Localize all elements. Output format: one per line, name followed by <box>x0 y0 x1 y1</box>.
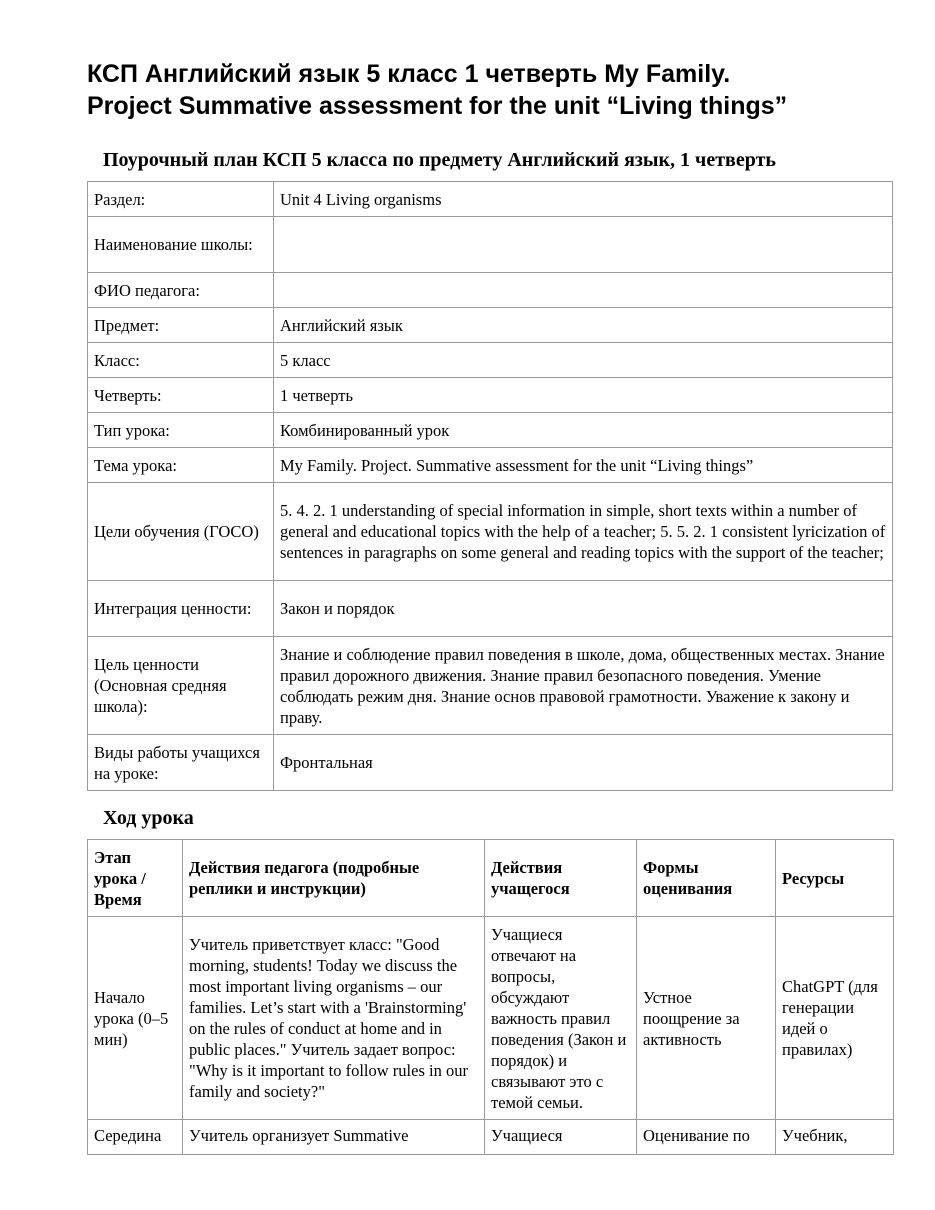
info-value: Unit 4 Living organisms <box>274 182 893 217</box>
info-label: ФИО педагога: <box>88 273 274 308</box>
info-row-value-goal <box>88 637 893 735</box>
document-title <box>87 58 893 122</box>
plan-heading: Поурочный план КСП 5 класса по предмету Английский язык, 1 четверть <box>103 149 776 171</box>
info-value: Закон и порядок <box>274 581 893 637</box>
info-value: Знание и соблюдение правил поведения в школе, дома, общественных местах. Знание правил дорожного движения. Знание правил безопасного поведения. Умение соблюдать режим дня. Знание основ правовой грамотности. Уважение к закону и праву. <box>274 637 893 735</box>
header-student-actions: Действия учащегося <box>485 840 637 917</box>
lesson-table-header-row <box>88 840 894 917</box>
cell-teacher: Учитель приветствует класс: "Good morning, students! Today we discuss the most important living organisms – our families. Let’s start with a 'Brainstorming' on the rules of conduct at home and in public places." Учитель задает вопрос: "Why is it important to follow rules in our family and society?" <box>183 917 485 1120</box>
info-label: Раздел: <box>88 182 274 217</box>
header-resources: Ресурсы <box>776 840 894 917</box>
info-row-grade <box>88 343 893 378</box>
info-value: Комбинированный урок <box>274 413 893 448</box>
info-label: Цель ценности (Основная средняя школа): <box>88 637 274 735</box>
lesson-table-row <box>88 1120 894 1155</box>
info-label: Цели обучения (ГОСО) <box>88 483 274 581</box>
info-value: Фронтальная <box>274 735 893 791</box>
info-row-section <box>88 182 893 217</box>
lesson-progress-table <box>87 839 894 1155</box>
info-value <box>274 273 893 308</box>
info-label: Класс: <box>88 343 274 378</box>
info-row-lesson-type <box>88 413 893 448</box>
document-page <box>87 58 893 1155</box>
header-assessment-forms: Формы оценивания <box>637 840 776 917</box>
cell-stage: Начало урока (0–5 мин) <box>88 917 183 1120</box>
document-title-line2: Project Summative assessment for the unit “Living things” <box>87 92 788 120</box>
info-value: 5 класс <box>274 343 893 378</box>
document-title-line1: КСП Английский язык 5 класс 1 четверть My Family. <box>87 60 731 88</box>
lesson-info-table <box>87 181 893 791</box>
info-row-topic <box>88 448 893 483</box>
header-stage-time: Этап урока / Время <box>88 840 183 917</box>
info-value: 1 четверть <box>274 378 893 413</box>
cell-teacher: Учитель организует Summative <box>183 1120 485 1155</box>
info-value: 5. 4. 2. 1 understanding of special information in simple, short texts within a number of general and educational topics with the help of a teacher; 5. 5. 2. 1 consistent lyricization of sentences in paragraphs on some general and reading topics with the support of the teacher; <box>274 483 893 581</box>
cell-assessment: Устное поощрение за активность <box>637 917 776 1120</box>
info-row-teacher <box>88 273 893 308</box>
info-label: Предмет: <box>88 308 274 343</box>
cell-assessment: Оценивание по <box>637 1120 776 1155</box>
cell-students: Учащиеся отвечают на вопросы, обсуждают важность правил поведения (Закон и порядок) и связывают это с темой семьи. <box>485 917 637 1120</box>
info-value: My Family. Project. Summative assessment for the unit “Living things” <box>274 448 893 483</box>
info-label: Четверть: <box>88 378 274 413</box>
info-row-quarter <box>88 378 893 413</box>
info-row-subject <box>88 308 893 343</box>
lesson-table-row <box>88 917 894 1120</box>
header-teacher-actions: Действия педагога (подробные реплики и инструкции) <box>183 840 485 917</box>
info-row-objectives <box>88 483 893 581</box>
info-label: Наименование школы: <box>88 217 274 273</box>
info-label: Тема урока: <box>88 448 274 483</box>
info-row-school <box>88 217 893 273</box>
cell-students: Учащиеся <box>485 1120 637 1155</box>
lesson-progress-heading: Ход урока <box>103 807 194 829</box>
info-value <box>274 217 893 273</box>
info-label: Интеграция ценности: <box>88 581 274 637</box>
info-row-value-integration <box>88 581 893 637</box>
info-label: Тип урока: <box>88 413 274 448</box>
info-label: Виды работы учащихся на уроке: <box>88 735 274 791</box>
info-value: Английский язык <box>274 308 893 343</box>
cell-resources: ChatGPT (для генерации идей о правилах) <box>776 917 894 1120</box>
cell-resources: Учебник, <box>776 1120 894 1155</box>
info-row-work-types <box>88 735 893 791</box>
cell-stage: Середина <box>88 1120 183 1155</box>
